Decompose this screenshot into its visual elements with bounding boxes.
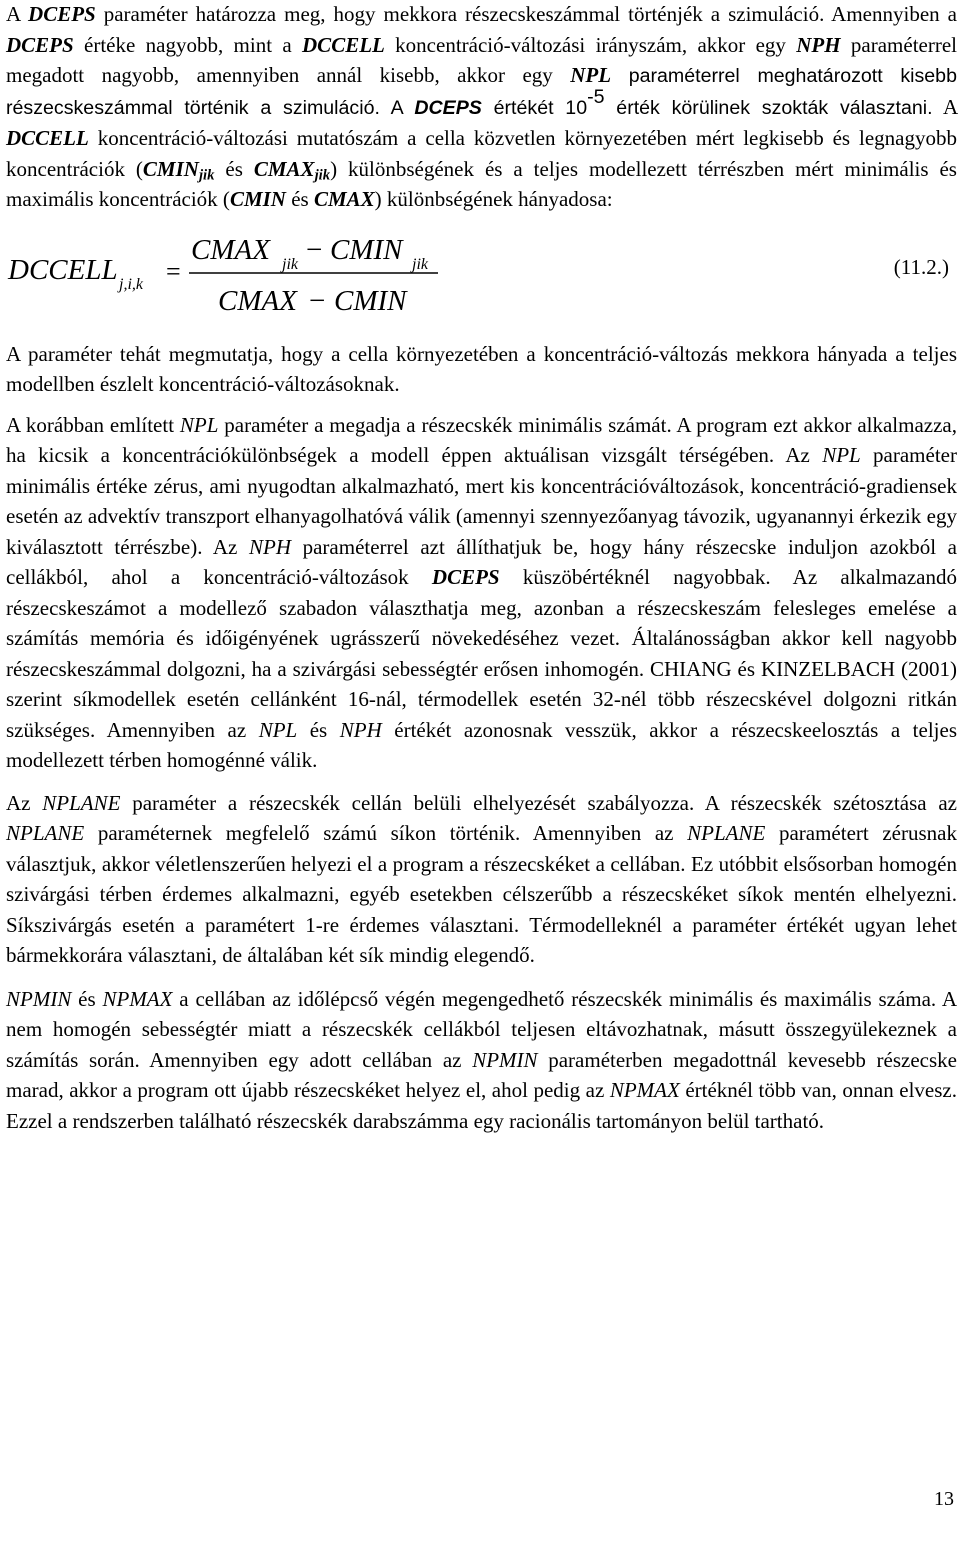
text-run: paraméterrel megadott nagyobb, amennyiben annál kisebb, akkor egy [6, 32, 958, 87]
paragraph-npl-nph [6, 410, 957, 776]
text-run: érték körülinek szokták választani. [604, 96, 933, 119]
eq-equals: = [166, 256, 181, 286]
text-run: értéke nagyobb, mint a [73, 32, 303, 57]
paragraph-interpretation: A paraméter tehát megmutatja, hogy a cella környezetében a koncentráció-változás mekkora hányada a teljes modellben észlelt koncentráció-változásoknak. [6, 341, 957, 396]
text-run: és [71, 986, 103, 1011]
param-nph: NPH [249, 534, 291, 559]
text-run: és [214, 156, 254, 181]
eq-denominator-cmin: CMIN [334, 284, 407, 317]
text-run: paraméterrel meghatározott kisebb részecskeszámmal történik a szimuláció. A [6, 65, 957, 119]
param-nph: NPH [796, 32, 841, 57]
param-cmin: CMIN [229, 187, 286, 211]
param-npmin: NPMIN [6, 986, 72, 1011]
param-npmin: NPMIN [472, 1047, 538, 1072]
param-npl: NPL [570, 63, 612, 87]
param-cmax: CMAX [253, 156, 315, 181]
param-npmax: NPMAX [609, 1078, 680, 1102]
text-run: paraméter a megadja a részecskék minimális számát. A program ezt akkor alkalmazza, ha kicsik a koncentrációkülönbségek a modell éppen aktuálisan vizsgált térségében. Az [6, 412, 957, 467]
text-run: paraméter a részecskék cellán belüli elhelyezését szabályozza. A részecskék szétosztása az [120, 790, 957, 815]
exponent: -5 [587, 85, 605, 108]
eq-numerator-cmin: CMIN [330, 233, 403, 266]
text-run: küszöbértéknél nagyobbak. Az alkalmazandó részecskeszámot a modellező szabadon választhatja meg, azonban a részecskeszám felesleges emelése a számítás memória és időigényének ugrásszerű növekedéséhez vezet. Általánosságban akkor kell nagyobb részecskeszámmal dolgozni, ha a szivárgási sebességtér erősen inhomogén. CHIANG és KINZELBACH (2001) szerint síkmodellek esetén cellánként 16-nál, térmodellek esetén 32-nél több részecskével dolgozni ritkán szükséges. Amennyiben az [6, 565, 957, 742]
text-run: a cellában az időlépcső végén megengedhető részecskék minimális és maximális száma. A nem homogén sebességtér miatt a részecskék cellákból teljesen eltávozhatnak, másutt összegyülekeznek a számítás során. Amennyiben egy adott cellában az [6, 986, 958, 1072]
text-run: paraméter határozza meg, hogy mekkora részecskeszámmal történjék a szimuláció. Amennyiben a [95, 2, 957, 26]
subscript-jik: jik [198, 167, 215, 184]
text-run: paraméterrel azt állíthatjuk be, hogy hány részecske induljon azokból a cellákból, ahol a koncentráció-változások [6, 534, 957, 589]
paragraph-dceps [6, 0, 957, 215]
eq-numerator-cmax-subscript: jik [282, 255, 298, 273]
param-dccell: DCCELL [6, 126, 89, 150]
param-npl: NPL [822, 443, 861, 467]
eq-minus: − [309, 284, 326, 317]
text-run: paraméterben megadottnál kevesebb részecske marad, akkor a program ott újabb részecskéket helyez el, ahol pedig az [6, 1047, 957, 1102]
param-dceps: DCEPS [431, 565, 500, 589]
text-run: és [285, 187, 314, 211]
param-dceps: DCEPS [414, 96, 482, 119]
eq-lhs-subscript: j,i,k [119, 275, 143, 293]
param-cmax: CMAX [313, 187, 375, 211]
eq-denominator-cmax: CMAX [218, 284, 297, 317]
text-run: paramétert zérusnak választjuk, akkor véletlenszerűen helyezi el a program a részecskéket a cellában. Ez utóbbit elsősorban homogén szivárgási térben érdemes alkalmazni, egyéb esetekben célszerűbb a részecskéket síkok mentén elhelyezni. Síkszivárgás esetén a paramétert 1-re érdemes választani. Térmodelleknél a paraméter értékét ugyan lehet bármekkorára választani, de általában két sík mindig elegendő. [6, 821, 957, 967]
paragraph-nplane [6, 788, 957, 971]
param-nplane: NPLANE [6, 821, 85, 845]
param-npl: NPL [258, 717, 298, 742]
text-run: értéknél több van, onnan elvesz. Ezzel a rendszerben található részecskék darabszámma egy racionális tartományon belül tartható. [6, 1078, 957, 1133]
param-dccell: DCCELL [302, 32, 385, 57]
param-dceps: DCEPS [28, 2, 96, 26]
eq-numerator-cmax: CMAX [191, 233, 270, 266]
param-dceps: DCEPS [6, 32, 74, 57]
eq-numerator-cmin-subscript: jik [412, 255, 428, 273]
text-run: paraméter minimális értéke zérus, ami nyugodtan alkalmazható, mert kis koncentrációváltozások, koncentráció-gradiensek esetén az advektív transzport elhanyagolhatóvá válik (amennyi szennyezőanyag távozik, ugyanannyi érkezik egy kiválasztott térrészbe). Az [6, 443, 957, 559]
text-run: A [932, 94, 957, 119]
text-run: Az [6, 790, 43, 815]
document-page [6, 0, 957, 1136]
text-run: ) különbségének és a teljes modellezett térrészben mért minimális és maximális koncentrációk ( [6, 156, 957, 211]
param-npl: NPL [179, 412, 219, 437]
param-nplane: NPLANE [687, 821, 766, 845]
param-nph: NPH [339, 717, 382, 742]
param-cmin: CMIN [142, 156, 199, 181]
text-run: értékét azonosnak vesszük, akkor a részecskeelosztás a teljes modellezett térben homogénné válik. [6, 717, 957, 772]
eq-lhs: DCCELL [8, 253, 118, 286]
eq-minus: − [306, 233, 323, 266]
text-run: paraméternek megfelelő számú síkon történik. Amennyiben az [84, 821, 688, 845]
text-run: koncentráció-változási mutatószám a cella közvetlen környezetében mért legkisebb és legnagyobb koncentrációk ( [6, 126, 957, 181]
text-run: A korábban említett [6, 412, 180, 437]
text-run: koncentráció-változási irányszám, akkor egy [384, 32, 797, 57]
equation-11-2 [6, 217, 957, 327]
subscript-jik: jik [314, 167, 331, 184]
page-number: 13 [934, 1488, 954, 1510]
text-run: értékét 10 [481, 96, 588, 119]
text-run: ) különbségének hányadosa: [374, 187, 613, 211]
equation-number: (11.2.) [893, 254, 949, 279]
text-run: és [297, 717, 340, 742]
param-nplane: NPLANE [42, 790, 121, 815]
paragraph-npmin-npmax [6, 984, 957, 1137]
text-run: A [6, 2, 29, 26]
param-npmax: NPMAX [102, 986, 173, 1011]
equation-formula [6, 217, 957, 327]
